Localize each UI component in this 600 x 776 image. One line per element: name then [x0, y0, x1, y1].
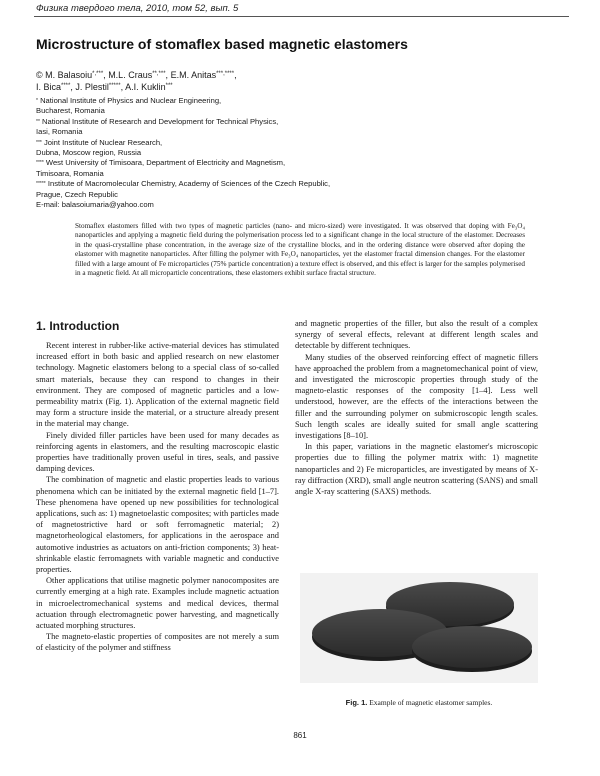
- affiliation-line: National Institute of Research and Development for Technical Physics,: [42, 116, 279, 126]
- affiliation-line: Timisoara, Romania: [36, 168, 104, 178]
- author-marks: ***,****: [216, 71, 235, 77]
- paragraph: Finely divided filler particles have been used for many decades as reinforcing agents in elastomers, and the resulting macroscopic elastic properties have traditionally proven useful in tires, seals, and passive damping devices.: [36, 430, 279, 474]
- figure-elastomer-samples: [300, 573, 538, 683]
- page-number: 861: [293, 731, 307, 740]
- author-marks: *,***: [92, 71, 104, 77]
- paragraph: In this paper, variations in the magnetic elastomer's microscopic properties due to filling the polymer matrix with: 1) magnetite nanoparticles and 2) Fe microparticles, are investigated by means of X-ray diffraction (XRD), small angle neutron scattering (SANS) and small angle X-ray scattering (SAXS) methods.: [295, 442, 538, 497]
- affiliation-line: National Institute of Physics and Nuclear Engineering,: [40, 96, 222, 105]
- author-name: © M. Balasoiu: [36, 70, 93, 80]
- paragraph: The combination of magnetic and elastic properties leads to various phenomena which can be initiated by the external magnetic field [1–7]. These phenomena have opened up new possibilities for technological applications, such as: 1) magnetoelastic composites; with particles made of magnetostrictive hard or soft ferromagnetic material; 2) magnetorheological elastomers, for applications in the aerospace and automotive industries as actuators on anti-friction components; 3) heat-shrinkable elastic ferromagnets with variable magnetic and conductive properties.: [36, 475, 279, 575]
- sample-disk: [412, 626, 532, 672]
- article-title: Microstructure of stomaflex based magnetic elastomers: [36, 36, 408, 52]
- affiliation-line: Institute of Macromolecular Chemistry, Academy of Sciences of the Czech Republic,: [47, 179, 331, 189]
- paragraph: Recent interest in rubber-like active-material devices has stimulated increased effort in both basic and applied research on new elastomer technology. Magnetic elastomers belong to a special class of so-called smart materials, because they can respond to changes in their environment. They are composed of magnetic particles and a low-permeability matrix (Fig. 1). Application of the external magnetic field may form a structure inside the material, or a structure already present in the material may change.: [36, 341, 279, 429]
- journal-header: Физика твердого тела, 2010, том 52, вып. 5: [36, 3, 239, 14]
- affiliation-line: Joint Institute of Nuclear Research,: [43, 137, 163, 147]
- author-marks: ***: [165, 83, 173, 89]
- affiliation-mark: ***: [36, 139, 42, 146]
- affiliation-mark: *****: [36, 181, 46, 188]
- author-name: J. Plestil: [75, 82, 109, 92]
- affiliation-line: Bucharest, Romania: [36, 106, 105, 116]
- affiliation-line: Prague, Czech Republic: [36, 189, 118, 199]
- author-marks: ****: [61, 83, 71, 89]
- affiliation-item: [36, 117, 556, 138]
- author-list: © M. Balasoiu*,***, M.L. Craus**,***, E.M. Anitas***,****, I. Bica****, J. Plestil*****, A.I. Kuklin***: [36, 70, 237, 92]
- affiliation-line: Iasi, Romania: [36, 127, 83, 137]
- figure-caption: [300, 698, 538, 707]
- affiliation-mark: *: [36, 98, 38, 104]
- affiliations: [36, 96, 556, 210]
- author-name: M.L. Craus: [108, 70, 153, 80]
- author-marks: **,***: [152, 71, 166, 77]
- body-column-right: [295, 318, 538, 497]
- affiliation-item: [36, 179, 556, 200]
- affiliation-mark: ****: [36, 160, 44, 167]
- email-line[interactable]: E-mail: balasoiumaria@yahoo.com: [36, 200, 154, 210]
- affiliation-line: West University of Timisoara, Department of Electricity and Magnetism,: [45, 158, 286, 168]
- author-name: A.I. Kuklin: [125, 82, 166, 92]
- affiliation-item: [36, 96, 556, 117]
- author-name: E.M. Anitas: [170, 70, 217, 80]
- author-marks: *****: [108, 83, 121, 89]
- figure-caption-text: Example of magnetic elastomer samples.: [369, 698, 493, 707]
- paragraph: and magnetic properties of the filler, but also the result of a complex synergy of several effects, relevant at different length scales and detectable by different techniques.: [295, 319, 538, 351]
- author-name: I. Bica: [36, 82, 62, 92]
- body-column-left: [36, 340, 279, 654]
- affiliation-mark: **: [36, 118, 40, 125]
- affiliation-item: [36, 138, 556, 159]
- header-rule: [34, 16, 569, 17]
- paragraph: The magneto-elastic properties of composites are not merely a sum of elasticity of the polymer and stiffness: [36, 632, 279, 653]
- section-heading: 1. Introduction: [36, 319, 120, 333]
- abstract: Stomaflex elastomers filled with two types of magnetic particles (nano- and micro-sized) were investigated. It was observed that doping with Fe₃O₄ nanoparticles and applying a magnetic field during the polymerisation process led to a significant change in the local structure of the elastomer. Decreases in the quasi-crystalline phase concentration, in the average size of the crystalline blocks, and in the ordering distance were observed after doping the elastomer with magnetite nanoparticles. After filling the polymer with Fe₃O₄ nanoparticles, yet the elastomer fractal dimension changes. For the elastomer filled with a large amount of Fe microparticles (75% particle concentration) a texture effect is observed, and this effect is larger for the samples polymerised in a magnetic field. At all microparticle concentrations, these elastomers exhibit surface fractal structure.: [75, 222, 525, 278]
- paragraph: Many studies of the observed reinforcing effect of magnetic fillers have approached the problem from a magnetomechanical point of view, and investigated the microscopic properties through study of the magneto-elastic responses of the composity [1–4]. Less well understood, however, are the effects of the interactions between the filler and the surrounding polymer on submicroscopic length scales. Such length scales are ideally suited for small angle scattering investigations [8–10].: [295, 352, 538, 441]
- figure-label: Fig. 1.: [345, 698, 368, 707]
- paragraph: Other applications that utilise magnetic polymer nanocomposites are currently emerging at a high rate. Examples include magnetic actuation in microelectromechanical systems and medical devices, thermal actuation through electromagnetic power harvesting, and magnetically actuated morphing structures.: [36, 576, 279, 631]
- affiliation-item: [36, 158, 556, 179]
- affiliation-line: Dubna, Moscow region, Russia: [36, 148, 142, 158]
